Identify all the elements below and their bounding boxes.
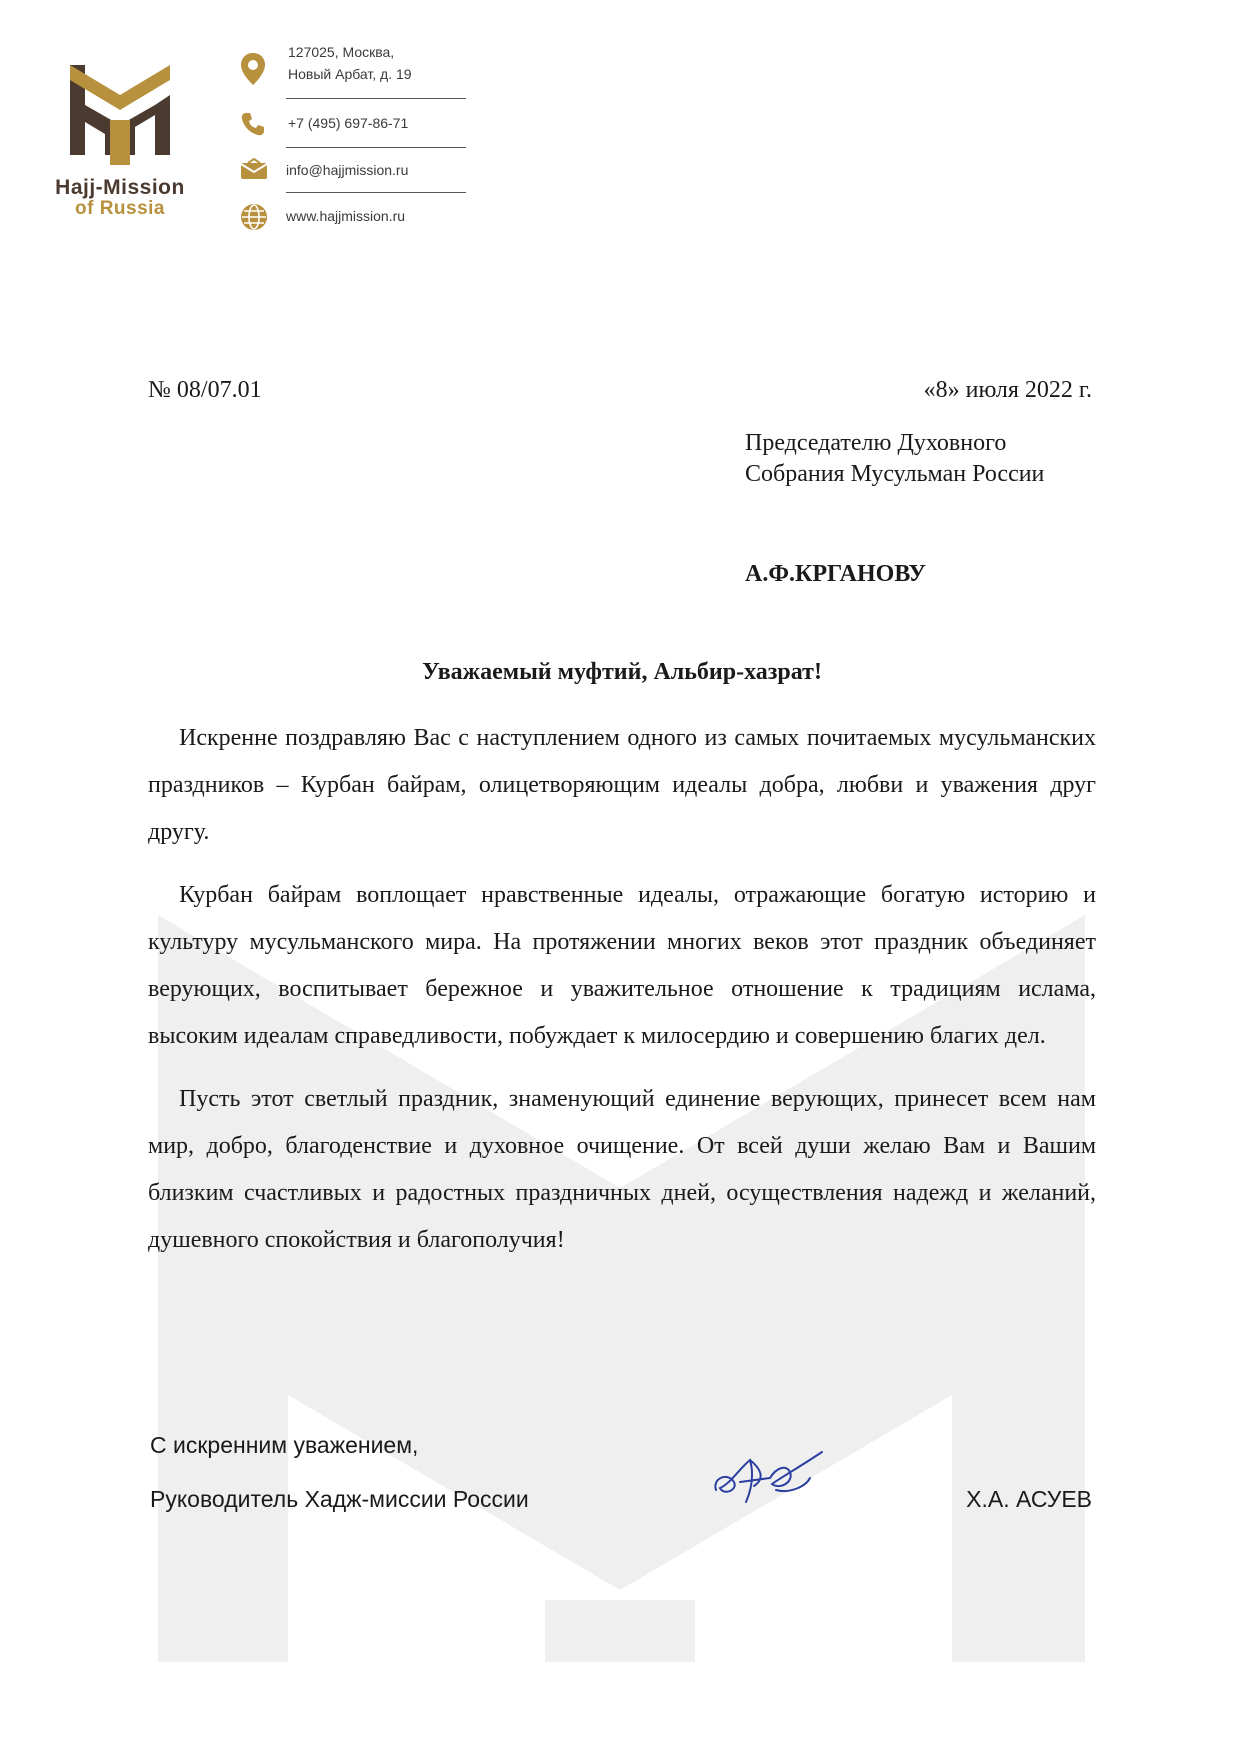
letter-number: № 08/07.01: [148, 377, 262, 403]
signer-position: Руководитель Хадж-миссии России: [150, 1486, 529, 1512]
watermark-m-bar: [545, 1600, 695, 1662]
contact-phone: [240, 99, 475, 147]
recipient-line1: Председателю Духовного: [745, 430, 1007, 456]
address-line2: Новый Арбат, д. 19: [288, 66, 412, 82]
map-pin-icon: [240, 52, 266, 86]
letter-body: [148, 715, 1096, 1280]
closing-phrase: С искренним уважением,: [150, 1432, 419, 1458]
contact-website: [240, 193, 475, 239]
recipient-name: А.Ф.КРГАНОВУ: [745, 561, 927, 587]
website-link[interactable]: www.hajjmission.ru: [286, 208, 406, 224]
body-paragraph: Пусть этот светлый праздник, знаменующий единение верующих, принесет всем нам мир, добро, благоденствие и духовное очищение. От всей души желаю Вам и Вашим близким счастливых и радостных праздничных дней, осуществления надежд и желаний, душевного спокойствия и благополучия!: [148, 1086, 1096, 1253]
address-line1: 127025, Москва,: [288, 44, 395, 60]
contact-email: [240, 148, 475, 192]
body-paragraph: Искренне поздравляю Вас с наступлением одного из самых почитаемых мусульманских праздников – Курбан байрам, олицетворяющим идеалы добра, любви и уважения друг другу.: [148, 725, 1096, 845]
logo-text-line1: Hajj-Mission: [55, 176, 185, 199]
logo-mark-icon: [65, 60, 175, 170]
envelope-icon: [240, 158, 268, 180]
email-address[interactable]: info@hajjmission.ru: [286, 162, 409, 178]
contact-address: [240, 38, 475, 88]
phone-icon: [240, 111, 266, 137]
greeting: Уважаемый муфтий, Альбир-хазрат!: [422, 659, 822, 685]
company-logo: [30, 60, 210, 270]
recipient-title: [745, 428, 1145, 490]
signer-name: Х.А. АСУЕВ: [966, 1486, 1092, 1512]
phone-number[interactable]: +7 (495) 697-86-71: [288, 115, 409, 131]
contact-block: [240, 38, 475, 239]
globe-icon: [240, 203, 268, 231]
letter-date: «8» июля 2022 г.: [923, 377, 1092, 403]
recipient-line2: Собрания Мусульман России: [745, 461, 1045, 487]
body-paragraph: Курбан байрам воплощает нравственные идеалы, отражающие богатую историю и культуру мусульманского мира. На протяжении многих веков этот праздник объединяет верующих, воспитывает бережное и уважительное отношение к традициям ислама, высоким идеалам справедливости, побуждает к милосердию и совершению благих дел.: [148, 882, 1096, 1049]
logo-text-line2: of Russia: [74, 198, 166, 219]
handwritten-signature: [710, 1438, 830, 1518]
